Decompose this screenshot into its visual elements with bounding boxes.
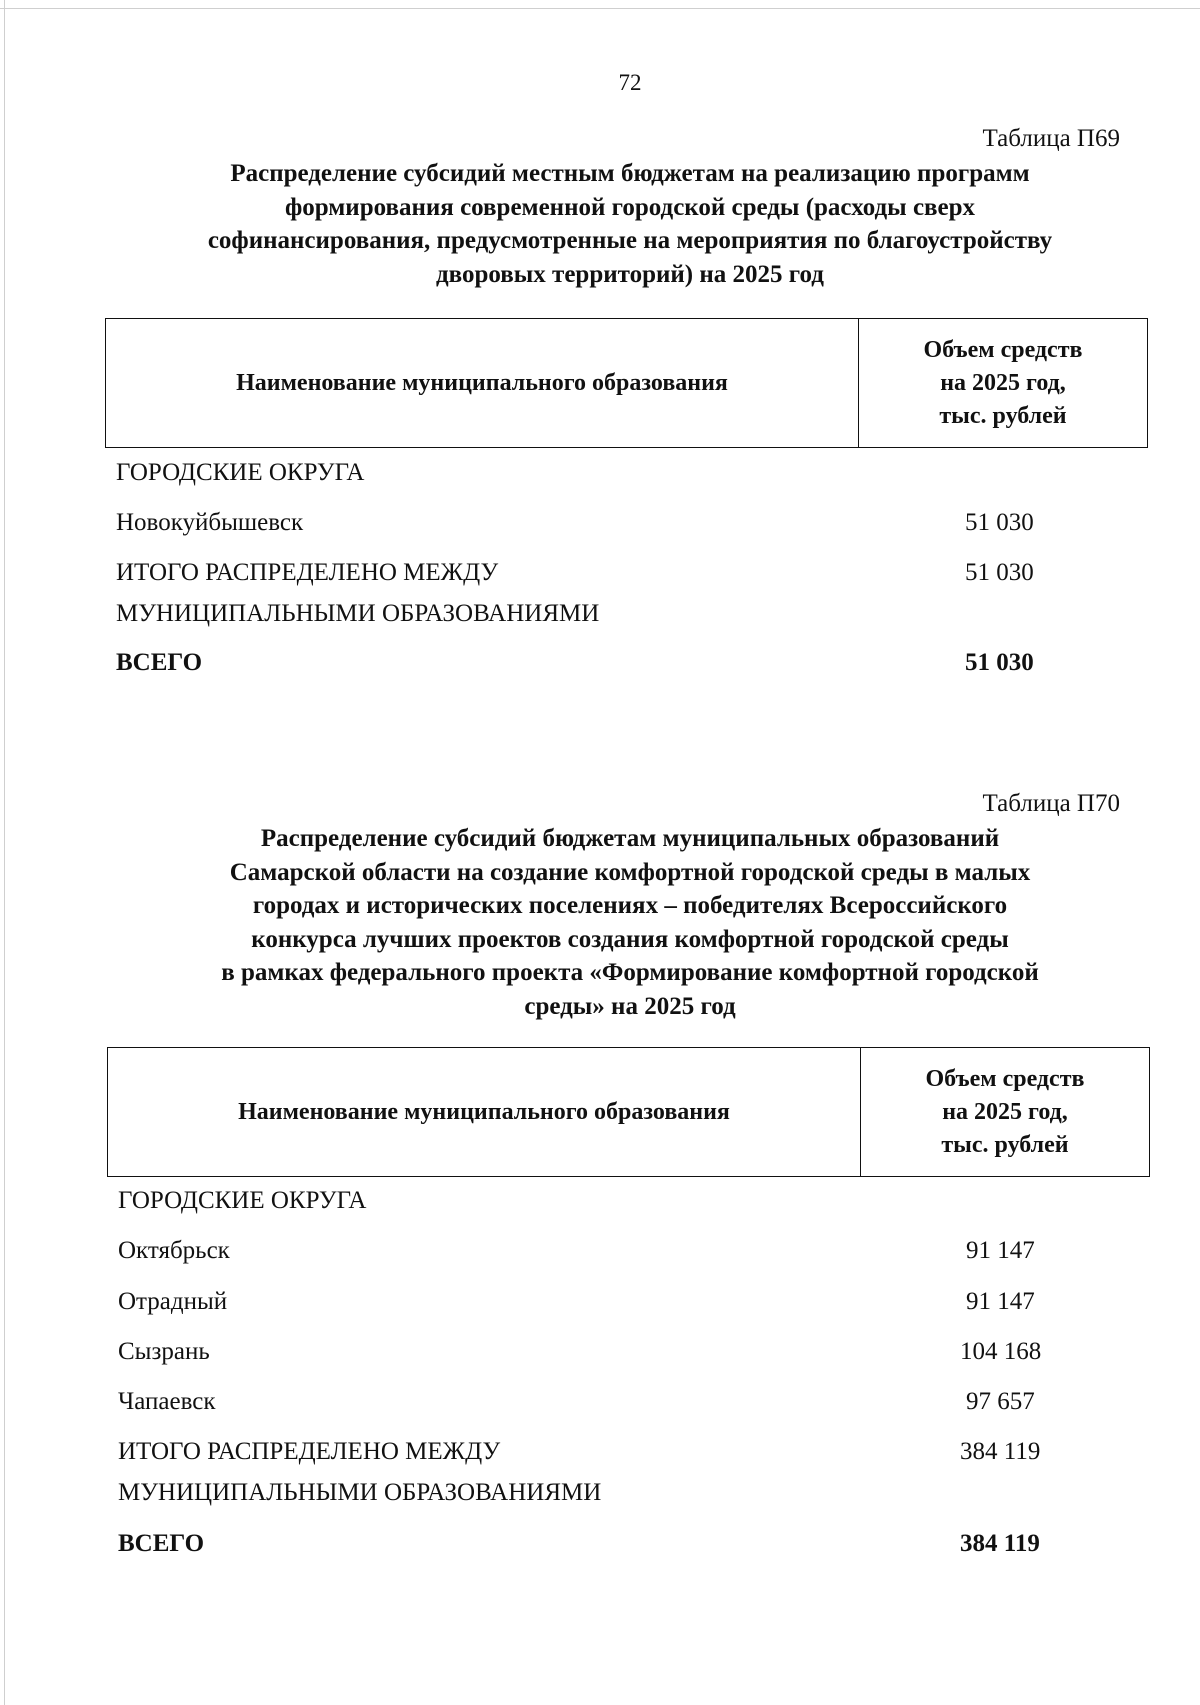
- row-name: Новокуйбышевск: [116, 509, 304, 536]
- subtotal-name: [116, 552, 599, 634]
- row-name: Отрадный: [118, 1288, 228, 1315]
- subtotal-name: [118, 1431, 601, 1513]
- table-title: [130, 822, 1130, 1023]
- header-volume-line: на 2025 год,: [940, 369, 1066, 396]
- subtotal-name-line: МУНИЦИПАЛЬНЫМИ ОБРАЗОВАНИЯМИ: [118, 1479, 602, 1506]
- table-number-label: Таблица П70: [982, 790, 1120, 817]
- subtotal-row: [118, 1431, 1118, 1513]
- section-heading: [118, 1180, 1118, 1221]
- table-header: [107, 1047, 1150, 1177]
- table-row: [118, 1281, 1118, 1322]
- table-number-label: Таблица П69: [982, 125, 1120, 152]
- header-volume-line: Объем средств: [925, 1065, 1085, 1092]
- row-name: Октябрьск: [118, 1237, 230, 1264]
- title-line: формирования современной городской среды (расходы сверх: [284, 193, 976, 221]
- row-value: 97 657: [966, 1388, 1035, 1415]
- section-name: ГОРОДСКИЕ ОКРУГА: [118, 1187, 367, 1214]
- title-line: Распределение субсидий бюджетам муниципальных образований: [260, 825, 1000, 852]
- table-title: [130, 157, 1130, 291]
- subtotal-row: [116, 552, 1116, 634]
- title-line: Самарской области на создание комфортной городской среды в малых: [229, 858, 1031, 886]
- subtotal-value: 384 119: [960, 1438, 1041, 1465]
- header-name-cell: Наименование муниципального образования: [106, 319, 859, 447]
- subtotal-name-line: МУНИЦИПАЛЬНЫМИ ОБРАЗОВАНИЯМИ: [116, 600, 600, 627]
- total-name: ВСЕГО: [118, 1530, 205, 1557]
- section-name: ГОРОДСКИЕ ОКРУГА: [116, 459, 365, 486]
- subtotal-name-line: ИТОГО РАСПРЕДЕЛЕНО МЕЖДУ: [116, 559, 499, 586]
- title-line: среды» на 2025 год: [524, 992, 736, 1020]
- table-row: [118, 1230, 1118, 1271]
- row-value: 91 147: [966, 1237, 1035, 1264]
- subtotal-value: 51 030: [965, 559, 1034, 586]
- header-volume-line: на 2025 год,: [942, 1098, 1068, 1125]
- row-value: 104 168: [960, 1338, 1042, 1365]
- total-value: 384 119: [960, 1530, 1040, 1557]
- header-volume-line: тыс. рублей: [939, 402, 1067, 429]
- table-row: [116, 502, 1116, 543]
- title-line: конкурса лучших проектов создания комфортной городской среды: [251, 925, 1009, 953]
- title-line: в рамках федерального проекта «Формирование комфортной городской: [221, 959, 1039, 986]
- title-line: городах и исторических поселениях – победителях Всероссийского: [252, 892, 1008, 919]
- scan-top-edge: [0, 8, 1200, 9]
- total-row: [118, 1523, 1118, 1564]
- row-value: 51 030: [965, 509, 1034, 536]
- subtotal-name-line: ИТОГО РАСПРЕДЕЛЕНО МЕЖДУ: [118, 1438, 501, 1465]
- header-name-cell: Наименование муниципального образования: [108, 1048, 861, 1176]
- title-line: софинансирования, предусмотренные на мероприятия по благоустройству: [207, 227, 1053, 254]
- table-row: [118, 1331, 1118, 1372]
- table-row: [118, 1381, 1118, 1422]
- row-name: Чапаевск: [118, 1388, 216, 1415]
- table-header: [105, 318, 1148, 448]
- title-line: дворовых территорий) на 2025 год: [436, 260, 824, 288]
- scan-left-edge: [4, 0, 5, 1705]
- section-heading: [116, 452, 1116, 493]
- row-value: 91 147: [966, 1288, 1035, 1315]
- total-row: [116, 642, 1116, 683]
- total-name: ВСЕГО: [116, 649, 203, 676]
- header-volume-cell: [859, 319, 1147, 447]
- header-volume-cell: [861, 1048, 1149, 1176]
- row-name: Сызрань: [118, 1338, 210, 1365]
- header-volume-line: Объем средств: [923, 336, 1083, 363]
- total-value: 51 030: [965, 649, 1034, 676]
- page-number: 72: [618, 70, 642, 95]
- title-line: Распределение субсидий местным бюджетам на реализацию программ: [230, 160, 1030, 187]
- header-volume-line: тыс. рублей: [941, 1131, 1069, 1158]
